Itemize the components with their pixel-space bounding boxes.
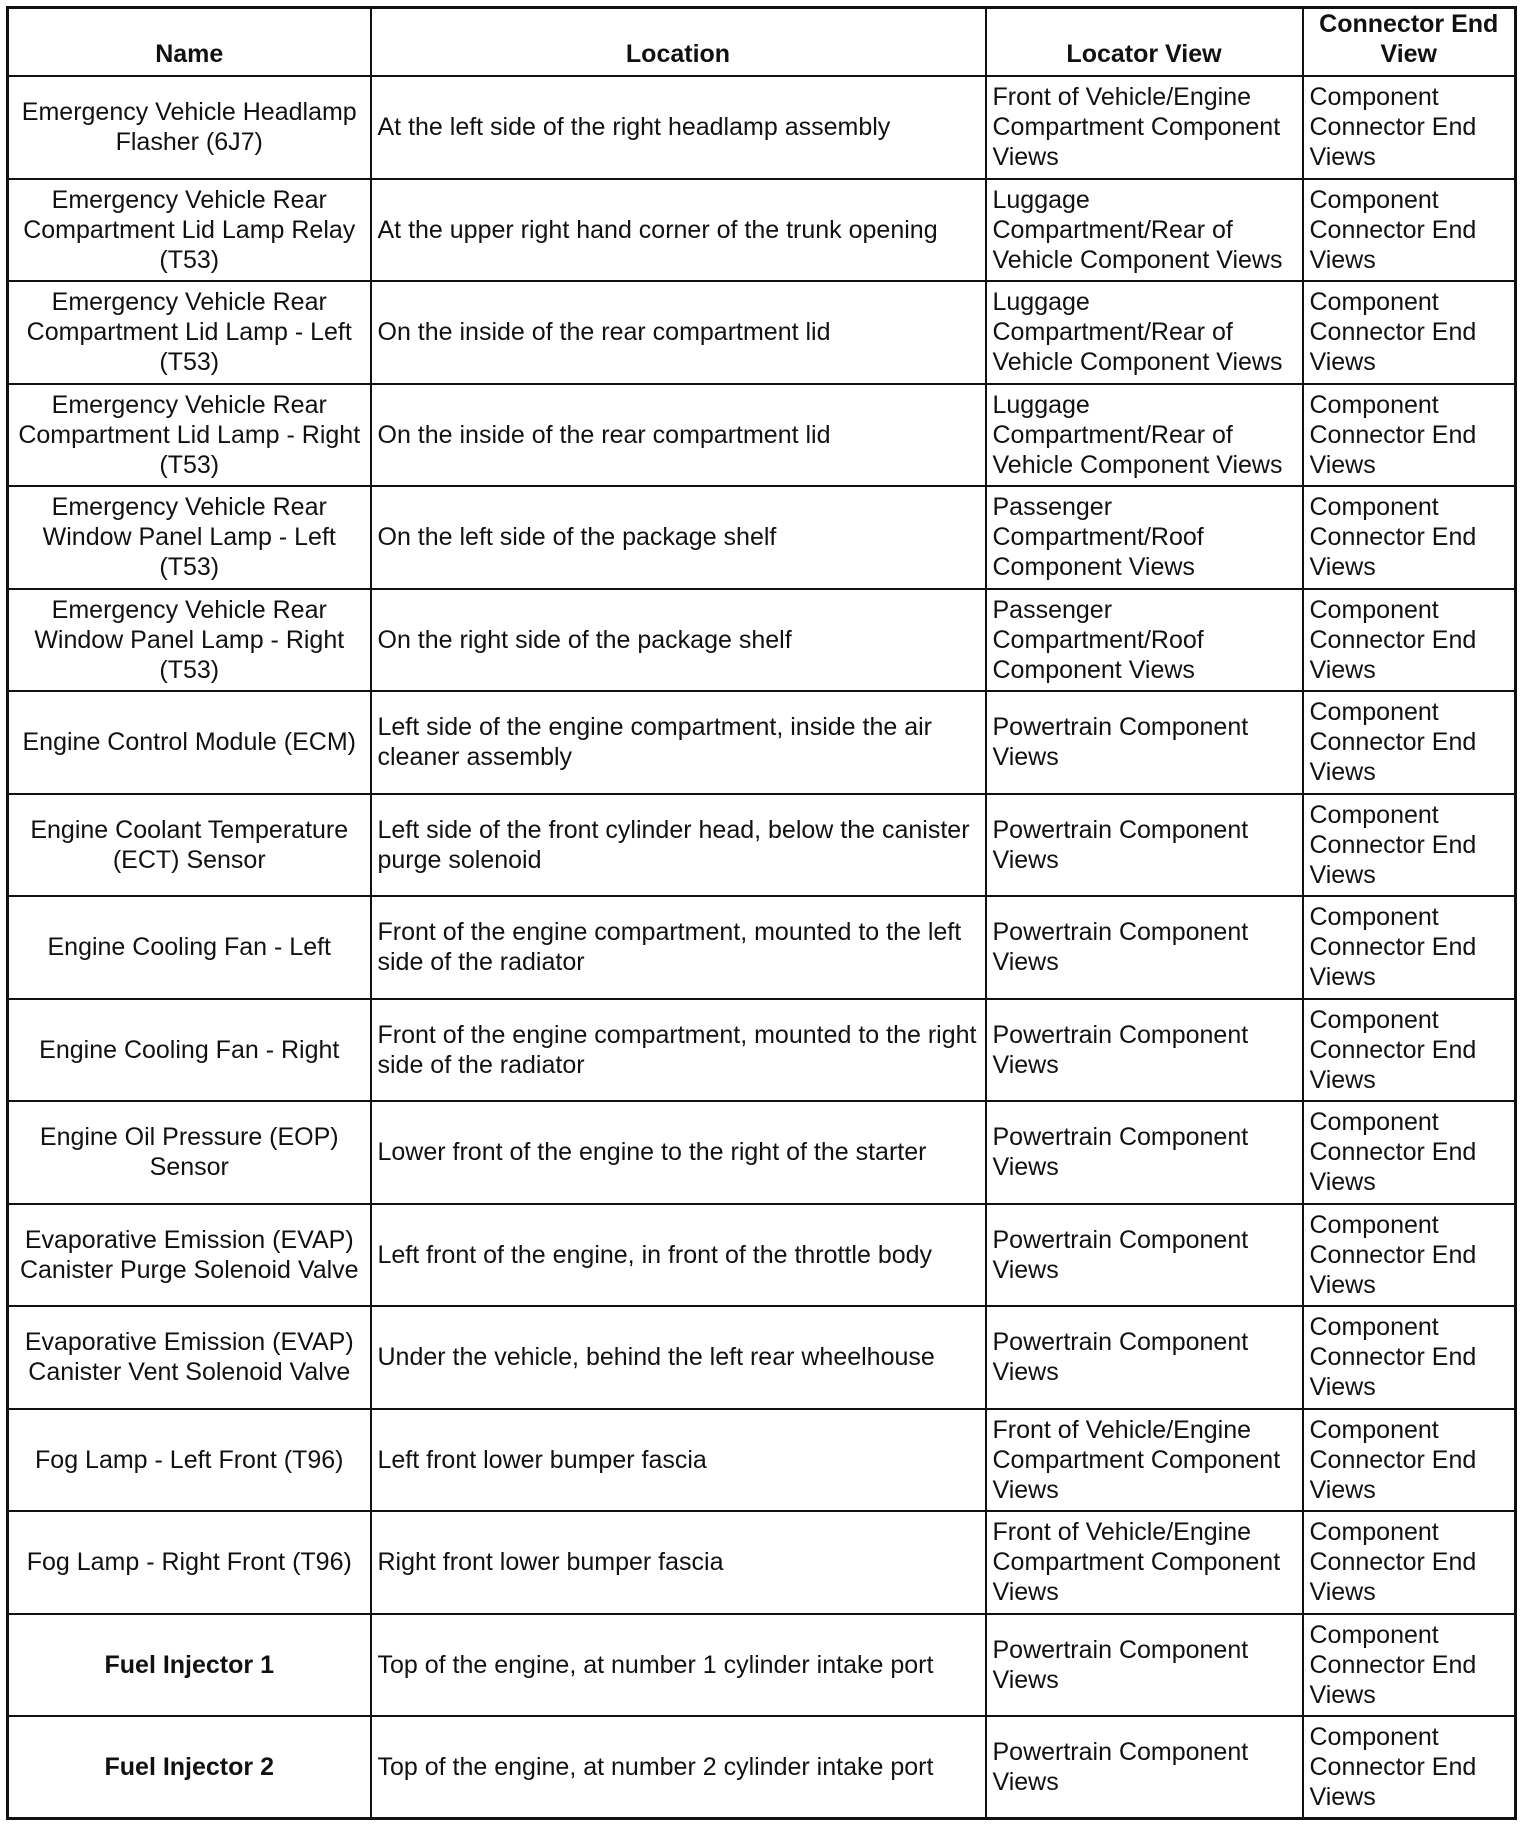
cell-locator-view: Front of Vehicle/Engine Compartment Component Views bbox=[986, 1409, 1303, 1512]
cell-connector-end-view: Component Connector End Views bbox=[1303, 999, 1516, 1102]
cell-connector-end-view: Component Connector End Views bbox=[1303, 1716, 1516, 1819]
cell-location: On the inside of the rear compartment lid bbox=[371, 384, 986, 487]
table-row bbox=[8, 691, 1516, 794]
cell-location: Top of the engine, at number 2 cylinder intake port bbox=[371, 1716, 986, 1819]
header-row bbox=[8, 8, 1516, 77]
header-connector-end-view: Connector End View bbox=[1303, 8, 1516, 77]
cell-locator-view: Powertrain Component Views bbox=[986, 1306, 1303, 1409]
cell-connector-end-view: Component Connector End Views bbox=[1303, 589, 1516, 692]
cell-locator-view: Passenger Compartment/Roof Component Views bbox=[986, 589, 1303, 692]
cell-location: Lower front of the engine to the right of the starter bbox=[371, 1101, 986, 1204]
cell-location: Right front lower bumper fascia bbox=[371, 1511, 986, 1614]
cell-name: Emergency Vehicle Rear Compartment Lid Lamp - Left (T53) bbox=[8, 281, 371, 384]
cell-locator-view: Powertrain Component Views bbox=[986, 999, 1303, 1102]
cell-location: Left front lower bumper fascia bbox=[371, 1409, 986, 1512]
table-row bbox=[8, 1306, 1516, 1409]
cell-locator-view: Powertrain Component Views bbox=[986, 794, 1303, 897]
cell-locator-view: Powertrain Component Views bbox=[986, 1101, 1303, 1204]
cell-locator-view: Powertrain Component Views bbox=[986, 1204, 1303, 1307]
table-body bbox=[8, 76, 1516, 1819]
cell-name: Fuel Injector 1 bbox=[8, 1614, 371, 1717]
cell-connector-end-view: Component Connector End Views bbox=[1303, 281, 1516, 384]
cell-location: At the left side of the right headlamp assembly bbox=[371, 76, 986, 179]
header-name: Name bbox=[8, 8, 371, 77]
cell-name: Emergency Vehicle Rear Compartment Lid Lamp - Right (T53) bbox=[8, 384, 371, 487]
cell-name: Engine Control Module (ECM) bbox=[8, 691, 371, 794]
header-locator-view: Locator View bbox=[986, 8, 1303, 77]
cell-connector-end-view: Component Connector End Views bbox=[1303, 486, 1516, 589]
table-row bbox=[8, 1409, 1516, 1512]
cell-location: On the left side of the package shelf bbox=[371, 486, 986, 589]
table-row bbox=[8, 1614, 1516, 1717]
cell-name: Emergency Vehicle Rear Window Panel Lamp - Right (T53) bbox=[8, 589, 371, 692]
cell-connector-end-view: Component Connector End Views bbox=[1303, 1511, 1516, 1614]
cell-name: Emergency Vehicle Headlamp Flasher (6J7) bbox=[8, 76, 371, 179]
cell-name: Emergency Vehicle Rear Window Panel Lamp - Left (T53) bbox=[8, 486, 371, 589]
cell-location: At the upper right hand corner of the trunk opening bbox=[371, 179, 986, 282]
cell-connector-end-view: Component Connector End Views bbox=[1303, 1101, 1516, 1204]
table-row bbox=[8, 281, 1516, 384]
cell-connector-end-view: Component Connector End Views bbox=[1303, 1614, 1516, 1717]
cell-locator-view: Powertrain Component Views bbox=[986, 896, 1303, 999]
table-row bbox=[8, 1716, 1516, 1819]
cell-locator-view: Luggage Compartment/Rear of Vehicle Component Views bbox=[986, 281, 1303, 384]
cell-name: Engine Cooling Fan - Right bbox=[8, 999, 371, 1102]
table-row bbox=[8, 794, 1516, 897]
table-row bbox=[8, 179, 1516, 282]
cell-name: Fuel Injector 2 bbox=[8, 1716, 371, 1819]
cell-name: Fog Lamp - Right Front (T96) bbox=[8, 1511, 371, 1614]
cell-connector-end-view: Component Connector End Views bbox=[1303, 1306, 1516, 1409]
cell-connector-end-view: Component Connector End Views bbox=[1303, 691, 1516, 794]
cell-locator-view: Passenger Compartment/Roof Component Views bbox=[986, 486, 1303, 589]
cell-connector-end-view: Component Connector End Views bbox=[1303, 896, 1516, 999]
cell-locator-view: Powertrain Component Views bbox=[986, 1716, 1303, 1819]
cell-connector-end-view: Component Connector End Views bbox=[1303, 794, 1516, 897]
table-row bbox=[8, 999, 1516, 1102]
cell-name: Engine Oil Pressure (EOP) Sensor bbox=[8, 1101, 371, 1204]
cell-name: Fog Lamp - Left Front (T96) bbox=[8, 1409, 371, 1512]
cell-locator-view: Powertrain Component Views bbox=[986, 1614, 1303, 1717]
table-row bbox=[8, 76, 1516, 179]
cell-location: Left side of the engine compartment, inside the air cleaner assembly bbox=[371, 691, 986, 794]
table-row bbox=[8, 384, 1516, 487]
cell-location: Under the vehicle, behind the left rear wheelhouse bbox=[371, 1306, 986, 1409]
cell-name: Engine Cooling Fan - Left bbox=[8, 896, 371, 999]
table-row bbox=[8, 1204, 1516, 1307]
cell-location: Front of the engine compartment, mounted to the right side of the radiator bbox=[371, 999, 986, 1102]
table-row bbox=[8, 589, 1516, 692]
cell-connector-end-view: Component Connector End Views bbox=[1303, 179, 1516, 282]
table-row bbox=[8, 1511, 1516, 1614]
cell-location: Left front of the engine, in front of the throttle body bbox=[371, 1204, 986, 1307]
cell-location: Top of the engine, at number 1 cylinder intake port bbox=[371, 1614, 986, 1717]
cell-locator-view: Powertrain Component Views bbox=[986, 691, 1303, 794]
cell-connector-end-view: Component Connector End Views bbox=[1303, 1204, 1516, 1307]
header-location: Location bbox=[371, 8, 986, 77]
cell-location: On the inside of the rear compartment lid bbox=[371, 281, 986, 384]
cell-connector-end-view: Component Connector End Views bbox=[1303, 76, 1516, 179]
cell-connector-end-view: Component Connector End Views bbox=[1303, 384, 1516, 487]
cell-locator-view: Luggage Compartment/Rear of Vehicle Component Views bbox=[986, 384, 1303, 487]
table-row bbox=[8, 1101, 1516, 1204]
cell-name: Emergency Vehicle Rear Compartment Lid Lamp Relay (T53) bbox=[8, 179, 371, 282]
cell-location: Front of the engine compartment, mounted to the left side of the radiator bbox=[371, 896, 986, 999]
cell-name: Evaporative Emission (EVAP) Canister Purge Solenoid Valve bbox=[8, 1204, 371, 1307]
cell-name: Engine Coolant Temperature (ECT) Sensor bbox=[8, 794, 371, 897]
cell-location: On the right side of the package shelf bbox=[371, 589, 986, 692]
cell-name: Evaporative Emission (EVAP) Canister Vent Solenoid Valve bbox=[8, 1306, 371, 1409]
table-row bbox=[8, 486, 1516, 589]
cell-locator-view: Luggage Compartment/Rear of Vehicle Component Views bbox=[986, 179, 1303, 282]
cell-locator-view: Front of Vehicle/Engine Compartment Component Views bbox=[986, 76, 1303, 179]
cell-connector-end-view: Component Connector End Views bbox=[1303, 1409, 1516, 1512]
cell-locator-view: Front of Vehicle/Engine Compartment Component Views bbox=[986, 1511, 1303, 1614]
component-locator-table bbox=[6, 6, 1517, 1820]
cell-location: Left side of the front cylinder head, below the canister purge solenoid bbox=[371, 794, 986, 897]
table-row bbox=[8, 896, 1516, 999]
